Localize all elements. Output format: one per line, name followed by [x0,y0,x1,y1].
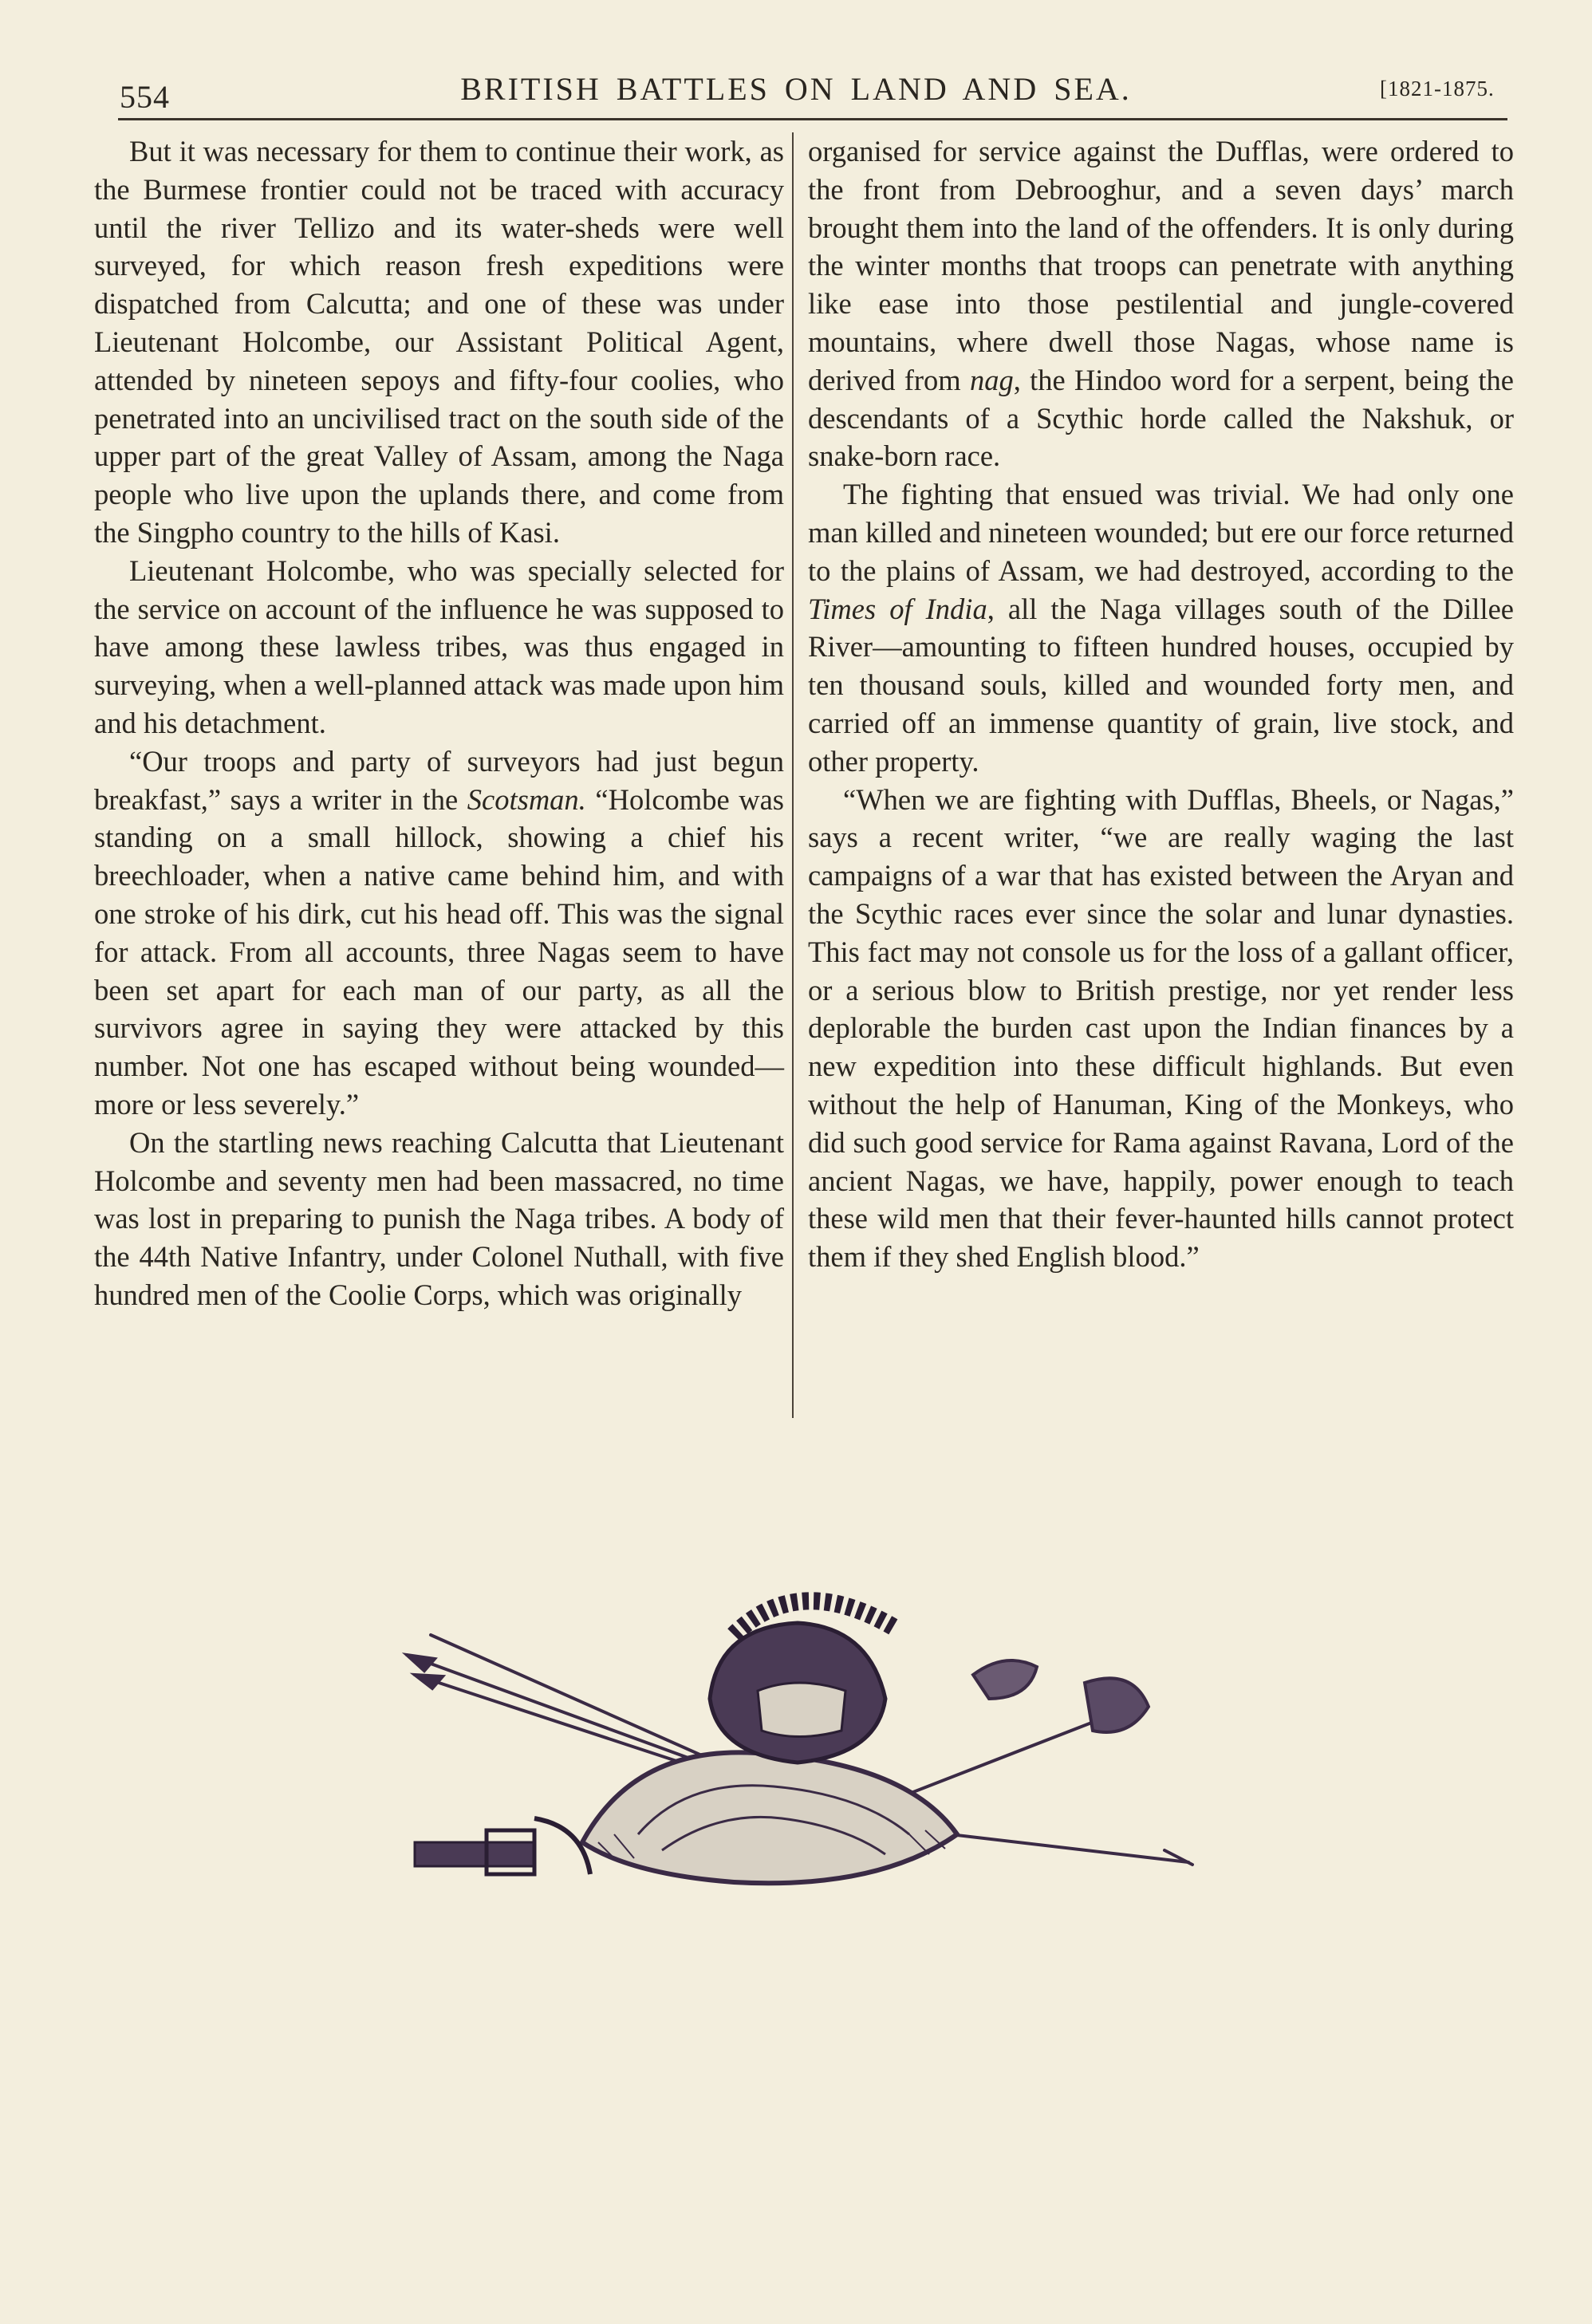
paragraph-text: “Holcombe was standing on a small hillock, showing a chief his breechloader, when a native came behind him, and with one stroke of his dirk, cut his head off. This was the signal for attack. From all accounts, three Nagas seem to have been set apart for each man of our party, as all the survivors agree in saying they were attacked by this number. Not one has escaped without being wounded—more or less severely.” [94,782,784,1121]
paragraph-text: The fighting that ensued was trivial. We had only one man killed and nineteen wounded; but ere our force returned to the plains of Assam, we had destroyed, according to the [808,478,1514,587]
paragraph [808,475,1514,780]
italic-word: nag [969,363,1014,396]
page-number: 554 [120,79,170,115]
newspaper-title: Scotsman. [467,782,586,816]
trophy-of-arms-icon [399,1579,1196,1898]
left-column [94,132,784,1314]
paragraph: “When we are fighting with Dufflas, Bheels, or Nagas,” says a recent writer, “we are really waging the last campaigns of a war that has existed between the Aryan and the Scythic races ever since the solar and lunar dynasties. This fact may not console us for the loss of a gallant officer, or a serious blow to British prestige, nor yet render less deplorable the burden cast upon the Indian finances by a new expedition into these difficult highlands. But even without the help of Hanuman, King of the Monkeys, who did such good service for Rama against Ravana, Lord of the ancient Nagas, we have, happily, power enough to teach these wild men that their fever-haunted hills cannot protect them if they shed English blood.” [808,782,1514,1274]
running-title: BRITISH BATTLES ON LAND AND SEA. [460,71,1132,107]
paragraph: Lieutenant Holcombe, who was specially selected for the service on account of the influence he was supposed to have among these lawless tribes, was thus engaged in surveying, when a well-planned attack was made upon him and his detachment. [94,553,784,739]
column-rule [792,132,794,1418]
date-range: [1821-1875. [1380,77,1495,100]
header-rule [118,118,1507,120]
paragraph [94,742,784,1124]
paragraph: On the startling news reaching Calcutta that Lieutenant Holcombe and seventy men had been massacred, no time was lost in preparing to punish the Naga tribes. A body of the 44th Native Infantry, under Colonel Nuthall, with five hundred men of the Coolie Corps, which was originally [94,1125,784,1311]
paragraph-text: organised for service against the Dufflas, were ordered to the front from Debrooghur, and a seven days’ march brought them into the land of the offenders. It is only during the winter months that troops can penetrate with anything like ease into those pestilential and jungle-covered mountains, where dwell those Nagas, whose name is derived from [808,135,1514,396]
right-column [808,132,1514,1276]
paragraph-text: , the Hindoo word for a serpent, being the descendants of a Scythic horde called the Nakshuk, or snake-born race. [808,363,1514,473]
paragraph [808,132,1514,475]
paragraph-text: “Our troops and party of surveyors had just begun breakfast,” says a writer in the [94,744,784,816]
paragraph-text: , all the Naga villages south of the Dillee River—amounting to fifteen hundred houses, occupied by ten thousand souls, killed and wounded forty men, and carried off an immense quantity of grain, live stock, and other property. [808,592,1514,778]
newspaper-title: Times of India [808,592,987,625]
paragraph: But it was necessary for them to continue their work, as the Burmese frontier could not be traced with accuracy until the river Tellizo and its water-sheds were well surveyed, for which reason fresh expeditions were dispatched from Calcutta; and one of these was under Lieutenant Holcombe, our Assistant Political Agent, attended by nineteen sepoys and fifty-four coolies, who penetrated into an uncivilised tract on the south side of the upper part of the great Valley of Assam, among the Naga people who live upon the uplands there, and come from the Singpho country to the hills of Kasi. [94,135,784,549]
